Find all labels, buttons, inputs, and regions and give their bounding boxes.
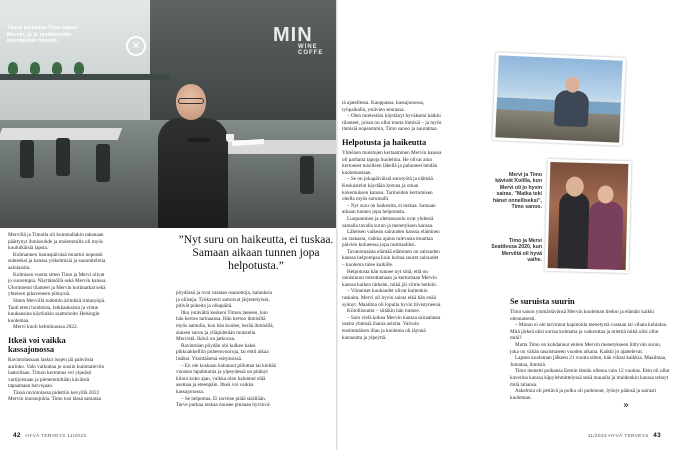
paragraph: Yhteinen muistojen kertaaminen Mervin kanssa oli parhaita tapoja huolehtia. He olivat aina kertoneet toisilleen lähellä ja puhuneet heidän kuolemastaan. xyxy=(342,149,442,176)
left-column-2 xyxy=(176,290,276,409)
paragraph: tä ajatellessa. Kauppassa, kassajonossa, työpaikalla, ystävien seurassa. xyxy=(342,100,425,113)
page-gutter xyxy=(336,0,338,450)
chair xyxy=(300,156,314,194)
paragraph: – Se on jokapäiväistä surutyötä ja elämää. Keskustelut käydään kotona ja oman kokemuksen kanssa. Tarinoiden kertomisen ohella myös surumalli. xyxy=(342,176,435,203)
paragraph: – Olen mielestäni käyttänyt hyväkseni kaikki tilanteet, joissa on ollut mutta ihmisiä – ja myös ihmisiä nopeammin, Timo sanoo ja naurahtaa. xyxy=(342,113,442,133)
paragraph: pöydässä ja ovat vastaan osanottoja, halauksia ja oliiseja. Työkaverit auttoivat järjestelyissä, pitivät puheita ja olkapäitä. xyxy=(176,290,272,310)
right-column-2 xyxy=(510,292,670,401)
hero-caption: Tässä paikassa Timo tapasi Mervin, ja jo myöhemmin muistajilian hänelle. xyxy=(7,25,78,45)
paragraph: – Se helpottaa. Ei tarvitse pitää sisällään. Tarve purkaa tuskaa nousee pinnaan hyvinvä- xyxy=(176,395,271,409)
hero-shelf xyxy=(0,74,170,80)
photo-koli-image xyxy=(495,55,622,142)
paragraph: – Nyt suru on haikeutta, ei tuskaa. Samaan aikaan tunnen jopa helpotusta. xyxy=(342,202,436,216)
paragraph: – Viimeiset kuukaudet olivat kuitenkin raskaita. Mervi oli hyvin sairas eikä hän enää syönyt. Maailma oli lopulta hyvin tiivistyneenä. xyxy=(342,288,442,308)
footer-left xyxy=(10,432,86,439)
paragraph: Askelmia oli pettävä ja polku oli pudonnut, lyönyt päänsä ja sairasti kuoleman. xyxy=(510,388,657,401)
glasses-icon xyxy=(178,98,204,104)
paragraph: Mutta Timo on kohdannut eniten Mervin menetykseen liittyvän surun, joka on vähän tasaistuneen vuoden aikana. Kaikki jo ajattelevat. xyxy=(510,341,661,355)
paragraph: – En ole koskaan halunnut piilottaa tai kieltää vuosien tapahtumia ja ylpeydessä on pitänyt kiinni koko ajan, vaikka olen halunnut elää asemaa ja eteenpäin. Itkeä voi vaikka kassajonossa. xyxy=(176,362,276,395)
left-column-1 xyxy=(8,232,108,403)
photo-seattle xyxy=(545,159,632,273)
couple-man xyxy=(558,192,590,270)
section-heading: Helpotusta ja haikeutta xyxy=(342,137,427,147)
photo-koli xyxy=(492,52,626,146)
section-heading: Itkeä voi vaikka kassajonossa xyxy=(8,335,66,354)
chair xyxy=(20,140,34,178)
chair xyxy=(96,144,110,182)
laptop-icon xyxy=(188,138,210,142)
paragraph: – Sain vielä kokea Mervin kanssa sairaalassa useita yhteisiä ihania asioita. Valvoin ensimmäisen illan ja kuolema oli täynnä kauneutta ja ylpeyttä. xyxy=(342,314,441,341)
photo-man xyxy=(554,76,592,128)
paragraph: Tässä ravintolassa pidettiin kevyillä 2022 Mervin muistojuhla. Timo tosi tässä samassa xyxy=(8,389,102,403)
plant-icon xyxy=(30,62,40,74)
section-heading: Se suruista suurin xyxy=(510,297,575,306)
man-body xyxy=(158,118,228,228)
paragraph: Kolmannen luuraspäiväsä muuttui nopeasti suhteeksi ja kanssa yrikelmisiä ja suunnitelmia aalolaisiin. xyxy=(8,251,106,271)
continue-arrow-icon: » xyxy=(623,400,630,411)
paragraph: Ravintolassaan laskut isojen jäi pahviisia aurinko. Valo vaikuttaa jo uusiin kummaleviin laatoiltaan. Timon kertomus vei ylpeästi vartijoistaan ja pienemmiltään käväistä tapaamaan harvojaan. xyxy=(8,356,105,390)
restaurant-sign xyxy=(273,24,336,56)
paragraph: Mervillä ja Timolla oli kummallakin takanaan päättynyt ihmissuhde ja molemmilla oli myös kouluikäisiä lapsia. xyxy=(8,232,104,252)
paragraph: Sitten Mervillä todettiin äriinkkä rintasyöpä. Tauti eteni hoidoista, leikkauksista ja viime kuukausina käytiinkin saattohoito Helsingin kuolemaa. xyxy=(8,297,106,324)
magazine-name-left: HYVÄ TERVEYS 11/2023 xyxy=(25,434,87,439)
paragraph: Mervi kuoli helmikuussa 2022. xyxy=(13,324,78,331)
plant-icon xyxy=(8,62,18,74)
paragraph: Tavanomaista elämää eläminen on sairauden kanssa helpompaa kuin hoitaa suuret sairaudet – kuolema tulee kaikille. xyxy=(342,248,440,269)
page-number-right: 43 xyxy=(653,432,661,439)
paragraph: Timo menetti poikansa Eemin tämän ollessa vain 12 vuotias. Eetu oli ollut kaverina kanssa käpylehmittelyssä sekä muualla ja muidenkin kanssa tehnyt mitä tahansa. xyxy=(510,368,670,388)
paragraph: Timo sanoo ymmärtävänsä Mervin kuoleman tiedon ja elämän kaikki olennaisesti. xyxy=(510,309,655,322)
footer-right xyxy=(588,432,664,439)
paragraph: Luopuminen ja olemassaolo ovat yhdessä samalla tavalla surun ja menetyksen kanssa. xyxy=(342,215,434,229)
couple-woman xyxy=(588,201,624,270)
paragraph: Ilku ystävältä keskeni Timon lasseen, kun hän kertoo tarinaansa. Hän kertoo ihmisiltä myös aamulla, kun hän kuulee, herää ihmisillä, alaisen surun ja ylläpidetään muistella Mervistä. Ikävä on jatkuvaa. xyxy=(176,309,274,343)
man-body xyxy=(554,90,590,127)
paragraph: Lapsen kuoleman jälkeen 21 vuotta sitten, hän vihasi kaikkia. Maailmaa, Jumalaa, ihmisiä. xyxy=(510,355,667,368)
right-column-1 xyxy=(342,100,442,341)
plant-icon xyxy=(74,62,84,74)
paragraph: Ravintolan pöydän ohi kulkee kaksi pikkuakkelliin puheenvuoroja, tai ehtii aikaa lisäksi. Yksittäisenä esityksissä. xyxy=(176,342,269,362)
hero-man xyxy=(158,84,228,228)
sign-sub-text: WINE COFFE xyxy=(298,44,324,56)
hero-photo xyxy=(0,0,336,228)
page-number-left: 42 xyxy=(13,432,21,439)
chair xyxy=(56,138,70,176)
plant-icon xyxy=(52,62,62,74)
magazine-name-right: 11/2023 HYVÄ TERVEYS xyxy=(587,434,649,439)
cutlery-logo-icon: ✕ xyxy=(126,36,146,56)
paragraph: Kiitollisuutta – siitäkin hän tunnee. xyxy=(347,308,421,315)
paragraph: Läheisen vaikean sairauden kanssa eläminen on raskasta, vaikka ajatus tulevasta muuttaa päivien kulueessa jopa normaaliksi. xyxy=(342,229,440,249)
photo-caption-seattle: Timo ja Mervi Seattlessa 2020, kun Merviltä oli hyvä vaihe. xyxy=(491,238,542,264)
pull-quote: ”Nyt suru on haikeutta, ei tuskaa. Samaan aikaan tunnen jopa helpotusta.” xyxy=(178,233,334,272)
photo-seattle-image xyxy=(548,162,629,270)
photo-caption-koli: Mervi ja Timo kävivät Kolilla, kun Mervi oli jo hyvin sairas. ”Matka teki hänet onnelliseksi”, Timo sanoo. xyxy=(492,172,542,211)
paragraph: Kolmisen vuotta sitten Timo ja Mervi olivat jo suurempia. Näyttämöllä sekä Mervin kanssa. Ulorinnetut tilanteet ja Mervin kotimatkat sekä yhteisen pihaveneen pihnystä. xyxy=(8,271,107,298)
sign-main-text: MIN xyxy=(273,24,313,46)
paragraph: Helpotusta hän tunnee nyt siitä, että on onnistunut toteuttamaan ja kertomaan Mervin kanssa kaiken tärkeän, mikä jäi viime hetkiin. xyxy=(342,268,438,288)
paragraph: – Minun ei ole tarvinnut kapinoida menetystä vastaan tai vihata kohtaloa. Mitä järkeä olisi surraa kolmatta ja vaikeuttaa ja miettiä mikä olisi ollut mitä? xyxy=(510,322,668,342)
hero-window xyxy=(0,0,150,120)
